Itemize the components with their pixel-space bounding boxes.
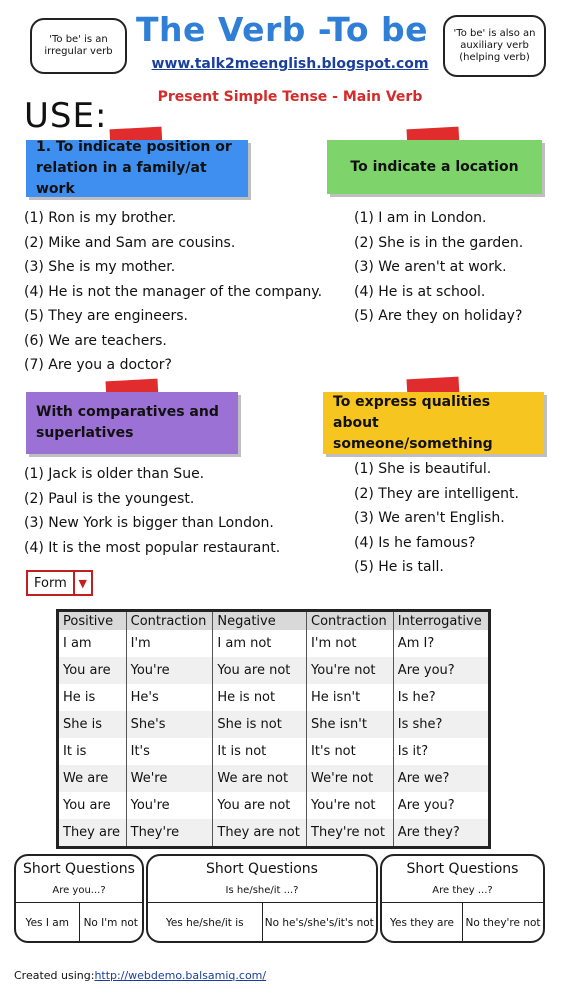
column-header: Contraction xyxy=(307,611,394,631)
section-location-heading: To indicate a location xyxy=(327,140,542,194)
table-cell: You're xyxy=(126,657,213,684)
list-item: (5) Are they on holiday? xyxy=(354,308,523,324)
short-answer-row xyxy=(148,902,376,942)
note-auxiliary-verb: 'To be' is also an auxiliary verb (helping verb) xyxy=(443,15,546,77)
table-cell: Are you? xyxy=(393,657,489,684)
table-cell: You are xyxy=(58,657,127,684)
table-cell: They're xyxy=(126,819,213,848)
table-cell: Is she? xyxy=(393,711,489,738)
section-location-list xyxy=(354,206,523,329)
section-position-heading: 1. To indicate position or relation in a family/at work xyxy=(26,140,248,197)
table-cell: We are xyxy=(58,765,127,792)
short-question-title: Short Questions xyxy=(406,861,519,877)
list-item: (4) It is the most popular restaurant. xyxy=(24,539,281,556)
table-cell: He isn't xyxy=(307,684,394,711)
table-cell: I am not xyxy=(213,630,307,657)
table-cell: Are we? xyxy=(393,765,489,792)
column-header: Contraction xyxy=(126,611,213,631)
table-cell: She's xyxy=(126,711,213,738)
list-item: (4) He is not the manager of the company. xyxy=(24,283,323,300)
table-row xyxy=(58,738,490,765)
table-cell: I'm xyxy=(126,630,213,657)
table-cell: Are they? xyxy=(393,819,489,848)
table-cell: Is he? xyxy=(393,684,489,711)
table-cell: You are xyxy=(63,798,111,813)
table-cell: She is not xyxy=(213,711,307,738)
table-cell: She isn't xyxy=(307,711,394,738)
table-cell: Are you? xyxy=(393,792,489,819)
short-answer-no: No I'm not xyxy=(79,903,143,942)
short-answer-yes: Yes they are xyxy=(389,916,455,929)
list-item: (3) We aren't English. xyxy=(354,510,505,526)
short-answer-no: No he's/she's/it's not xyxy=(262,903,377,942)
list-item: (6) We are teachers. xyxy=(24,332,167,349)
table-cell: It's not xyxy=(307,738,394,765)
list-item: (3) She is my mother. xyxy=(24,259,176,275)
chevron-down-icon[interactable]: ▼ xyxy=(73,572,91,594)
footer-prefix: Created using: xyxy=(14,969,95,982)
table-cell: You're not xyxy=(307,657,394,684)
short-answer-no: No they're not xyxy=(462,903,543,942)
list-item: (7) Are you a doctor? xyxy=(24,357,172,373)
short-answer-row xyxy=(16,902,142,942)
use-heading: USE: xyxy=(24,96,108,136)
section-position-list xyxy=(24,206,322,378)
section-comparatives-heading: With comparatives and superlatives xyxy=(26,392,238,454)
short-answer-yes: Yes he/she/it is xyxy=(165,916,244,929)
short-question-prompt: Are you...? xyxy=(52,885,106,896)
short-question-prompt: Is he/she/it ...? xyxy=(225,885,299,896)
list-item: (4) He is at school. xyxy=(354,283,486,300)
table-cell: We're not xyxy=(307,765,394,792)
list-item: (3) New York is bigger than London. xyxy=(24,515,274,531)
table-cell: We are not xyxy=(213,765,307,792)
footer-credit xyxy=(14,969,266,982)
table-row xyxy=(58,657,490,684)
short-question-box-you xyxy=(14,854,144,943)
table-cell: He is not xyxy=(213,684,307,711)
list-item: (1) Jack is older than Sue. xyxy=(24,466,205,482)
section-qualities-list xyxy=(354,457,519,580)
table-cell: They're not xyxy=(307,819,394,848)
short-answer-row xyxy=(382,902,543,942)
table-row xyxy=(58,630,490,657)
note-irregular-verb: 'To be' is an irregular verb xyxy=(30,18,127,74)
section-comparatives-list xyxy=(24,462,280,560)
table-cell: I am xyxy=(63,636,92,651)
list-item: (1) I am in London. xyxy=(354,210,487,226)
table-cell: It is xyxy=(63,744,87,759)
table-cell: We're xyxy=(126,765,213,792)
table-row xyxy=(58,792,490,819)
column-header: Negative xyxy=(213,611,307,631)
list-item: (2) Mike and Sam are cousins. xyxy=(24,234,236,251)
table-row xyxy=(58,684,490,711)
section-qualities-heading: To express qualities about someone/something xyxy=(323,392,544,454)
short-answer-yes: Yes I am xyxy=(25,916,69,929)
table-cell: He's xyxy=(126,684,213,711)
table-cell: It's xyxy=(126,738,213,765)
table-cell: Is it? xyxy=(393,738,489,765)
form-dropdown-label: Form xyxy=(34,575,67,591)
page-title: The Verb -To be xyxy=(135,10,428,49)
table-cell: I'm not xyxy=(307,630,394,657)
form-dropdown[interactable] xyxy=(26,570,93,596)
page-subtitle: Present Simple Tense - Main Verb xyxy=(157,89,423,105)
table-header-row xyxy=(58,611,490,631)
table-row xyxy=(58,711,490,738)
table-cell: You're not xyxy=(307,792,394,819)
table-cell: They are xyxy=(58,819,127,848)
list-item: (4) Is he famous? xyxy=(354,534,476,551)
list-item: (2) Paul is the youngest. xyxy=(24,490,195,507)
list-item: (1) She is beautiful. xyxy=(354,461,492,477)
list-item: (3) We aren't at work. xyxy=(354,259,507,275)
list-item: (2) They are intelligent. xyxy=(354,485,519,502)
table-cell: He is xyxy=(63,690,96,705)
list-item: (2) She is in the garden. xyxy=(354,234,524,251)
table-cell: You're xyxy=(126,792,213,819)
short-question-box-they xyxy=(380,854,545,943)
table-cell: Am I? xyxy=(393,630,489,657)
table-cell: She is xyxy=(58,711,127,738)
short-question-title: Short Questions xyxy=(206,861,318,877)
list-item: (5) He is tall. xyxy=(354,559,444,575)
verb-forms-table xyxy=(56,609,491,849)
short-question-prompt: Are they ...? xyxy=(432,885,493,896)
table-cell: It is not xyxy=(213,738,307,765)
table-cell: You are not xyxy=(213,792,307,819)
table-row xyxy=(58,819,490,848)
column-header: Interrogative xyxy=(393,611,489,631)
table-row xyxy=(58,765,490,792)
footer-link[interactable]: http://webdemo.balsamiq.com/ xyxy=(94,969,267,982)
short-question-title: Short Questions xyxy=(23,861,135,877)
short-question-box-he-she-it xyxy=(146,854,378,943)
list-item: (1) Ron is my brother. xyxy=(24,210,177,226)
list-item: (5) They are engineers. xyxy=(24,308,189,324)
table-cell: You are not xyxy=(213,657,307,684)
table-cell: They are not xyxy=(213,819,307,848)
site-link[interactable]: www.talk2meenglish.blogspot.com xyxy=(151,56,429,72)
column-header: Positive xyxy=(58,611,127,631)
